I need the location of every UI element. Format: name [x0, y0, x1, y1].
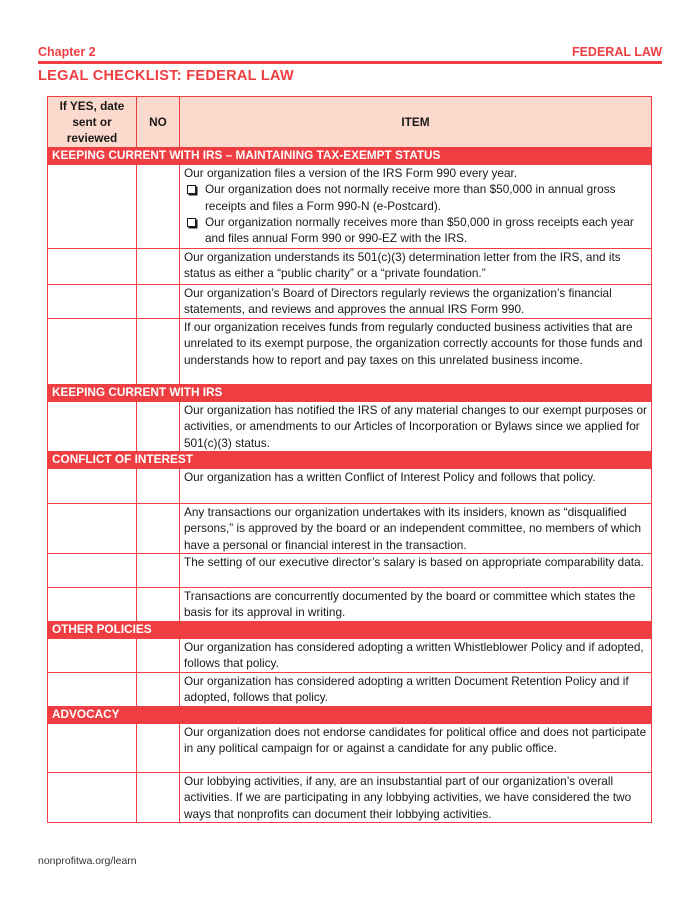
yes-date-cell[interactable] — [48, 165, 137, 248]
no-cell[interactable] — [137, 319, 180, 384]
no-cell[interactable] — [137, 165, 180, 248]
item-cell: Our lobbying activities, if any, are an insubstantial part of our organization’s overall activities. If we are participating in any lobbying activities, we have considered the two ways that nonprofits can document their lobbying activities. — [184, 774, 632, 821]
item-cell: Our organization has considered adopting a written Document Retention Policy and if adopted, follows that policy. — [184, 674, 629, 705]
column-header-item: ITEM — [401, 115, 430, 129]
legal-checklist-table — [47, 96, 652, 823]
no-cell[interactable] — [137, 673, 180, 706]
chapter-label: Chapter 2 — [38, 45, 96, 59]
item-cell: Our organization’s Board of Directors regularly reviews the organization’s financial statements, and reviews and approves the annual IRS Form 990. — [184, 286, 612, 317]
table-row — [48, 318, 651, 384]
option-text: Our organization normally receives more than $50,000 in gross receipts each year and files annual Form 990 or 990-EZ with the IRS. — [205, 214, 634, 246]
option-990-ez — [184, 214, 647, 247]
item-cell: Our organization has notified the IRS of any material changes to our exempt purposes or activities, or amendments to our Articles of Incorporation or Bylaws since we applied for 501(c)(3) status. — [184, 403, 647, 450]
item-cell: Our organization has considered adopting a written Whistleblower Policy and if adopted, follows that policy. — [184, 640, 644, 671]
yes-date-cell[interactable] — [48, 773, 137, 822]
no-cell[interactable] — [137, 724, 180, 772]
no-cell[interactable] — [137, 554, 180, 587]
footer-url: nonprofitwa.org/learn — [38, 855, 137, 867]
running-head — [38, 44, 662, 64]
column-header-no: NO — [137, 97, 180, 147]
table-header-row — [48, 97, 651, 147]
yes-date-cell[interactable] — [48, 588, 137, 621]
form-990-options — [184, 181, 647, 246]
yes-date-cell[interactable] — [48, 673, 137, 706]
table-row — [48, 468, 651, 503]
yes-date-cell[interactable] — [48, 319, 137, 384]
item-cell: Our organization has a written Conflict of Interest Policy and follows that policy. — [184, 470, 596, 484]
table-row — [48, 553, 651, 587]
item-cell: Our organization does not endorse candidates for political office and does not participate in any political campaign for or against a candidate for any public office. — [184, 725, 647, 756]
item-cell: Our organization understands its 501(c)(3) determination letter from the IRS, and its status as either a “public charity” or a “private foundation.” — [184, 250, 621, 281]
table-row — [48, 638, 651, 672]
column-header-yes-label: If YES, date sent or reviewed — [59, 99, 125, 145]
item-cell: The setting of our executive director’s salary is based on appropriate comparability data. — [184, 555, 644, 569]
table-row — [48, 503, 651, 553]
section-band-conflict-of-interest: CONFLICT OF INTEREST — [48, 451, 651, 468]
section-band-advocacy: ADVOCACY — [48, 706, 651, 723]
item-cell: If our organization receives funds from regularly conducted business activities that are unrelated to its exempt purpose, the organization correctly accounts for those funds and understands how to report and pay taxes on this unrelated business income. — [184, 320, 643, 367]
section-label: FEDERAL LAW — [571, 45, 662, 59]
table-row — [48, 164, 651, 248]
table-row — [48, 772, 651, 822]
item-cell — [180, 165, 651, 248]
yes-date-cell[interactable] — [48, 504, 137, 553]
no-cell[interactable] — [137, 469, 180, 503]
section-band-irs-tax-exempt: KEEPING CURRENT WITH IRS – MAINTAINING TAX-EXEMPT STATUS — [48, 147, 651, 164]
no-cell[interactable] — [137, 588, 180, 621]
table-row — [48, 723, 651, 772]
no-cell[interactable] — [137, 504, 180, 553]
option-990n — [184, 181, 647, 214]
column-header-yes-date — [48, 97, 137, 147]
no-cell[interactable] — [137, 402, 180, 451]
checkbox-icon[interactable] — [187, 218, 196, 227]
table-row — [48, 401, 651, 451]
item-cell: Transactions are concurrently documented by the board or committee which states the basis for its approval in writing. — [184, 589, 636, 620]
option-text: Our organization does not normally receive more than $50,000 in annual gross receipts and files a Form 990-N (e-Postcard). — [205, 182, 616, 213]
yes-date-cell[interactable] — [48, 724, 137, 772]
item-cell: Any transactions our organization undertakes with its insiders, known as “disqualified persons,” is approved by the board or an independent committee, no members of which have a personal or financial interest in the transaction. — [184, 505, 642, 552]
yes-date-cell[interactable] — [48, 554, 137, 587]
no-cell[interactable] — [137, 249, 180, 284]
yes-date-cell[interactable] — [48, 639, 137, 672]
page-title: LEGAL CHECKLIST: FEDERAL LAW — [38, 68, 294, 84]
table-row — [48, 248, 651, 284]
no-cell[interactable] — [137, 285, 180, 318]
section-band-keeping-current: KEEPING CURRENT WITH IRS — [48, 384, 651, 401]
no-cell[interactable] — [137, 639, 180, 672]
table-row — [48, 587, 651, 621]
table-row — [48, 284, 651, 318]
yes-date-cell[interactable] — [48, 249, 137, 284]
checkbox-icon[interactable] — [187, 185, 196, 194]
no-cell[interactable] — [137, 773, 180, 822]
section-band-other-policies: OTHER POLICIES — [48, 621, 651, 638]
yes-date-cell[interactable] — [48, 285, 137, 318]
yes-date-cell[interactable] — [48, 402, 137, 451]
yes-date-cell[interactable] — [48, 469, 137, 503]
table-row — [48, 672, 651, 706]
item-text: Our organization files a version of the IRS Form 990 every year. — [184, 166, 518, 180]
